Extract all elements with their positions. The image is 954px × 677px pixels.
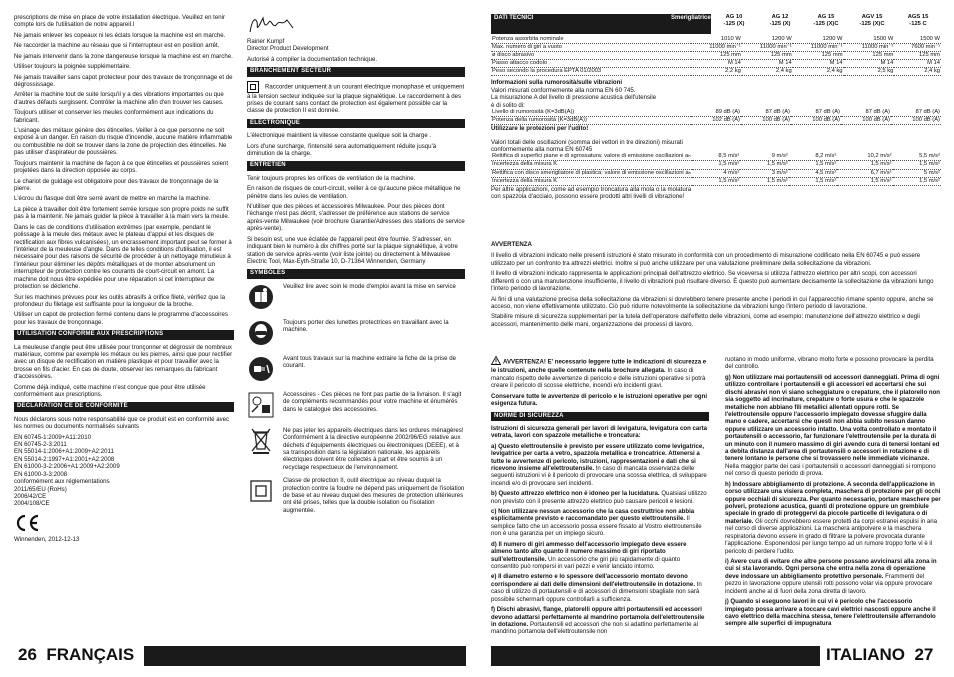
paragraph: Si besoin est, une vue éclatée de l'appareil peut être fournie. S'adresser, en indiquant bien le numéro à dix chiffres porté sur la plaque signalétique, à votre station de service après-vente (voir liste jointe) ou directement à Milwaukee Electric Tool, Max-Eyth-Straße 10, D-71364 Winnenden, Germany <box>247 235 458 265</box>
model-header: AG 10 -125 (X) <box>723 14 745 28</box>
symbols-list <box>247 283 465 515</box>
paragraph: Ne jamais intervenir dans la zone dangereuse lorsque la machine est en marche. <box>14 52 233 60</box>
vibration-table <box>491 153 941 185</box>
signatory-name: Rainer Kumpf <box>247 38 285 45</box>
row-value: 11000 min⁻¹ <box>844 44 895 52</box>
model-header: AG 15 -125 (X)C <box>813 14 839 28</box>
paragraph: Il livello di vibrazioni indicato rappresenta le applicazioni principali dell'attrezzo elettrico. Se viceversa si utilizza l'attrezzo elettrico per altri scopi, con accessori differenti o con una manutenzione insufficiente, il livello di vibrazioni può risultare diverso. È questo può aumentare decisamente la sollecitazione da vibrazioni lungo l'intero periodo di lavorazione. <box>491 270 934 293</box>
text-line: La misurazione A del livello di pressione acustica dell'utensile <box>491 94 657 102</box>
row-value: M 14 <box>844 60 895 68</box>
row-value: 2,4 kg <box>742 68 793 76</box>
row-value: 1,5 m/s² <box>893 177 941 185</box>
row-value: 1,5 m/s² <box>789 177 837 185</box>
safety-item: i) Avere cura di evitare che altre persone possano avvicinarsi alla zona in cui si sta lavorando. Ogni persona che entra nella zona di operazione deve indossare un abbigliamento protettivo personale. Frammenti del pezzo in lavorazione oppure utensili rotti possono volar via oppure provocare incidenti anche al di fuori della zona diretta di lavoro. <box>725 557 937 595</box>
safety-items-b <box>725 374 941 628</box>
standards-list <box>14 434 234 508</box>
row-value: M 14 <box>742 60 793 68</box>
table-row <box>491 169 941 177</box>
paragraph: Le chariot de guidage est obligatoire pour des travaux de tronçonnage de la pierre. <box>14 177 219 193</box>
standard-item: EN 55014-2:1997+A1:2001+A2:2008 <box>14 455 115 463</box>
paragraph: Utiliser un capot de protection fermé contenu dans le programme d'accessoires pour les travaux de tronçonnage. <box>14 311 228 326</box>
row-value: 9 m/s² <box>740 153 788 161</box>
safety-item: g) Non utilizzare mai portautensili od accessori danneggiati. Prima di ogni utilizzo controllare i portautensili e gli accessori ed accertarsi che sui dischi abrasivi non vi siano scheggiature o crepature, che il platorello non sia soggetto ad incrinature, crepature o forte usura e che le spazzole metalliche non abbiano fili metallici allentati oppure rotti. Se l'elettroutensile oppure l'accessorio impiegato dovesse sfuggire dalla mano e cadere, accertarsi che questi non abbia subito nessun danno oppure utilizzare un accessorio intatto. Una volta controllato e montato il portautensili o accessorio, far funzionare l'elettroutensile per la durata di un minuto con il numero massimo di giri avendo cura di tenersi lontani ed a debita distanza dall'area di portautensili o accessori in rotazione e di tenere lontano le persone che si trovassero nelle immediate vicinanze. Nella maggior parte dei casi i portautensili o accessori danneggiati si rompono nel corso di questo periodo di prova. <box>725 373 941 478</box>
right-tech-block <box>491 14 941 239</box>
row-value: 125 mm <box>742 52 793 60</box>
paragraph: N'utiliser que des pièces et accessoires Milwaukee. Pour des pièces dont l'échange n'est pas décrit, s'adresser de préférence aux stations de service après-vente Milwaukee (voir brochure Garantie/Adresses des stations de service après-vente). <box>247 203 465 233</box>
row-label: Livello di rumorosità (K=3dB(A)) <box>491 109 691 117</box>
symbol-row <box>247 427 465 472</box>
paragraph: Sur les machines prévues pour les outils abrasifs à orifice fileté, vérifiez que la profondeur du filetage est suffisante pour la longueur de la broche. <box>14 293 226 308</box>
paragraph: Dans le cas de conditions d'utilisation extrêmes (par exemple, pendant le polissage à la meule des métaux avec le plateau d'appui et les disques de rectification aux fibres vulcanisées), un encrassement important peut se former à l'intérieur de la meuleuse d'angle. Dans de telles conditions d'utilisation, il est nécessaire pour des raisons de sécurité de procéder à un nettoyage minutieux à l'intérieur pour éliminer les dépôts métalliques et de monter absolument un interrupteur de protection contre les courants de court-circuit en amont. La machine doit nous être expédiée pour une réparation si cet interrupteur de protection se déclenche. <box>14 223 232 291</box>
row-value: 1,5 m/s² <box>837 177 892 185</box>
safety-item: a) Questo elettroutensile è previsto per essere utilizzato come levigatrice, levigatrice per carta a vetro, spazzola metallica e troncatrice. Attenersi a tutte le avvertenze di pericolo, istruzioni, rappresentazioni e dati che si ricevono insieme all'elettroutensile. In caso di mancata osservanza delle seguenti istruzioni vi è il pericolo di provocare una scossa elettrica, di sviluppare incendi e/o di provocare seri incidenti. <box>491 442 707 487</box>
row-value: M 14 <box>793 60 844 68</box>
paragraph: Tenir toujours propres les orifices de ventilation de la machine. <box>247 174 416 182</box>
standard-item: 2004/108/CE <box>14 500 50 508</box>
row-value: 8,5 m/s² <box>692 153 740 161</box>
row-value: M 14 <box>894 60 941 68</box>
signatory-title: Director Product Development <box>247 45 329 53</box>
unplug-icon <box>247 355 275 383</box>
row-value: 1200 W <box>793 36 844 44</box>
right-column-a <box>491 356 709 636</box>
symbol-row <box>247 477 465 514</box>
row-value: 5 m/s² <box>893 169 941 177</box>
electronics-paragraphs <box>247 132 465 157</box>
page-number-left: 26 FRANÇAIS <box>18 645 135 664</box>
read-manual-icon <box>247 283 275 311</box>
row-value: 1500 W <box>844 36 895 44</box>
row-label: Incertezza della misura K <box>491 161 692 169</box>
row-value: 4,5 m/s² <box>789 169 837 177</box>
table-row <box>491 52 941 60</box>
vibration-intro <box>491 139 941 154</box>
row-value: 1010 W <box>691 36 742 44</box>
row-value: 11000 min⁻¹ <box>742 44 793 52</box>
row-value: 5,5 m/s² <box>893 153 941 161</box>
model-header: AGV 15 -125 (X)C <box>859 14 885 28</box>
row-label: Peso secondo la procedura EPTA 01/2003 <box>491 68 691 76</box>
paragraph: Utiliser toujours la poignée supplémentaire. <box>14 63 131 71</box>
safety-item: d) Il numero di giri ammesso dell'accessorio impiegato deve essere almeno tanto alto quanto il numero massimo di giri riportato sull'elettroutensile. Un accessorio che giri più rapidamente di quanto consentito può rompersi in vari pezzi e venir lanciato intorno. <box>491 540 687 571</box>
paragraph: Lors d'une surcharge, l'intensité sera automatiquement réduite jusqu'à diminution de la charge. <box>247 142 437 157</box>
standard-item: EN 61000-3-3:2008 <box>14 470 68 478</box>
standard-item: EN 61000-3-2:2006+A1:2009+A2:2009 <box>14 463 120 471</box>
symbol-text: Ne pas jeter les appareils électriques dans les ordures ménagères! Conformément à la directive européenne 2002/96/EG relative aux déchets d'équipements électriques ou électroniques (DEEE), et à sa transposition dans la législation nationale, les appareils électriques doivent être collectés à part et être soumis à un recyclage respectueux de l'environnement. <box>283 426 464 471</box>
row-value: M 14 <box>691 60 742 68</box>
noise-intro <box>491 87 941 109</box>
noise-table <box>491 109 941 125</box>
row-value: 87 dB (A) <box>841 109 891 117</box>
maintenance-paragraphs <box>247 175 465 266</box>
paragraph: Comme déjà indiqué, cette machine n'est conçue que pour être utilisée conformément aux prescriptions. <box>14 383 206 399</box>
row-value: 1,5 m/s² <box>837 161 892 169</box>
symbol-row <box>247 283 465 313</box>
row-value: 2,5 kg <box>844 68 895 76</box>
row-value: 125 mm <box>894 52 941 60</box>
text-line: è di solito di: <box>491 101 525 109</box>
row-value: 100 dB (A) <box>791 117 841 125</box>
table-row <box>491 117 941 125</box>
symbol-row <box>247 319 465 349</box>
warning-triangle-icon <box>491 356 501 367</box>
paragraph: Stabilire misure di sicurezza supplementari per la tutela dell'operatore dall'effetto delle vibrazioni, come ad esempio: manutenzione dell'attrezzo elettrico e degli accessori, mantenimento delle mani, organizzazione dei processi di lavoro. <box>491 313 920 328</box>
standard-item: conformément aux réglementations <box>14 478 110 486</box>
row-value: 11000 min⁻¹ <box>793 44 844 52</box>
table-row <box>491 177 941 185</box>
row-value: 100 dB (A) <box>891 117 941 125</box>
text-line: Valori misurati conformemente alla norma EN 60 745. <box>491 86 636 94</box>
paragraph: Arrêter la machine tout de suite lorsqu'il y a des vibrations importantes ou que d'autres défauts surgissent. Contrôler la machine afin d'en trouver les causes. <box>14 91 224 106</box>
left-column-2 <box>247 14 465 639</box>
symbol-text: Avant tous travaux sur la machine extraire la fiche de la prise de courant. <box>283 354 456 370</box>
section-header-maintenance: ENTRETIEN <box>247 161 465 170</box>
row-value: 87 dB (A) <box>791 109 841 117</box>
table-row <box>491 153 941 161</box>
row-value: 1,5 m/s² <box>692 177 740 185</box>
safety-item: f) Dischi abrasivi, flange, platorelli oppure altri portautensili ed accessori devono adattarsi perfettamente al mandrino portamola dell'elettroutensile in dotazione. Portautensili ed accessori che non si adattino perfettamente al mandrino portamola dell'elettroutensile non <box>491 606 705 636</box>
row-value: 102 dB (A) <box>691 117 741 125</box>
warning-paragraphs <box>491 252 941 328</box>
row-value: 1200 W <box>742 36 793 44</box>
row-value: 1,5 m/s² <box>893 161 941 169</box>
row-value: 2,2 kg <box>691 68 742 76</box>
section-header-safety-it: NORME DI SICUREZZA <box>491 412 709 421</box>
standard-item: 2011/65/EU (RoHs) <box>14 485 67 493</box>
safety-goggles-icon <box>247 319 275 347</box>
paragraph: En raison de risques de court-circuit, veiller à ce qu'aucune pièce métallique ne pénètre dans les ouïes de ventilation. <box>247 185 461 200</box>
paragraph: Ai fini di una valutazione precisa della sollecitazione da vibrazioni si dovrebbero tenere presente anche i periodi in cui l'apparecchio rimane spento oppure, anche se acceso, non viene effettivamente utilizzato. Ciò può ridurre notevolmente la sollecitazione da vibrazioni lungo l'intero periodo di lavorazione. <box>491 295 934 310</box>
row-label: Potenza assorbita nominale <box>491 36 691 44</box>
section-header-mains: BRANCHEMENT SECTEUR <box>247 67 465 76</box>
row-value: 1,5 m/s² <box>692 161 740 169</box>
section-header-symbols: SYMBOLES <box>247 269 465 278</box>
text-line: conformemente alla norma EN 60745 <box>491 145 593 153</box>
right-warning-block <box>491 241 941 351</box>
row-value: 3 m/s² <box>740 169 788 177</box>
row-value: 87 dB (A) <box>891 109 941 117</box>
row-value: 125 mm <box>793 52 844 60</box>
table-row <box>491 68 941 76</box>
tech-data-table <box>491 36 941 76</box>
standard-item: EN 55014-1:2006+A1:2009+A2:2011 <box>14 448 114 456</box>
symbol-text: Veuillez lire avec soin le mode d'emploi avant la mise en service <box>283 282 456 290</box>
model-header: AGS 15 -125 C <box>907 14 929 28</box>
row-value: 125 mm <box>691 52 742 60</box>
paragraph: L'électronique maintient la vitesse constante quelque soit la charge . <box>247 132 432 140</box>
row-value: 6,7 m/s² <box>837 169 892 177</box>
row-value: 1,5 m/s² <box>740 177 788 185</box>
left-column-1 <box>14 14 234 639</box>
row-value: 89 dB (A) <box>691 109 741 117</box>
ce-mark-icon <box>14 514 234 532</box>
row-value: 2,4 kg <box>793 68 844 76</box>
attention-para: AVVERTENZA! E' necessario leggere tutte le indicazioni di sicurezza e le istruzioni, anche quelle contenute nella brochure allegata. In caso di mancato rispetto delle avvertenze di pericolo e delle istruzioni operative si potrà creare il pericolo di scosse elettriche, incendi e/o incidenti gravi. <box>491 356 709 390</box>
row-value: 8,2 m/s² <box>789 153 837 161</box>
paragraph: La pièce à travailler doit être fortement serrée lorsque son propre poids ne suffit pas à la maintenir. Ne jamais guider la pièce à travailler à la main vers la meule. <box>14 205 230 221</box>
paragraph: prescriptions de mise en place de votre installation électrique. Veuillez en tenir compte lors de l'utilisation de notre appareil.l <box>14 14 226 29</box>
mains-text: Raccorder uniquement à un courant électrique monophasé et uniquement à la tension secteur indiquée sur la plaque signalétique. Le raccordement à des prises de courant sans contact de protection est également possible car la classe de protection II est donnée. <box>247 81 465 115</box>
table-row <box>491 60 941 68</box>
row-value: 1,5 m/s² <box>740 161 788 169</box>
warning-title: AVVERTENZA <box>491 241 532 248</box>
row-value: 1500 W <box>894 36 941 44</box>
row-value: 1,5 m/s² <box>789 161 837 169</box>
accessories-icon <box>247 391 275 419</box>
signature-image <box>247 14 465 38</box>
row-label: Rettifica di superfici piane e di sgrossatura: valore di emissione oscillazioni aₕ <box>492 153 691 160</box>
paragraph: Il livello di vibrazioni indicato nelle presenti istruzioni è stato misurato in conformità con un procedimento di misurazione codificato nella EN 60745 e può essere utilizzato per un confronto tra attrezzi elettrici. Inoltre si può anche utilizzare per una valutazione preliminare della sollecitazione da vibrazioni. <box>491 252 921 267</box>
page-number-right: ITALIANO 27 <box>826 645 934 664</box>
authorized-text: Autorisé à compiler la documentation technique. <box>247 55 378 63</box>
paragraph: L'usinage des métaux génère des étincelles. Veiller à ce que personne ne soit exposé à un danger. En raison du risque d'incendie, aucune matière inflammable ou combustible ne doit se trouver dans la zone de projection des étincelles. Ne pas utiliser d'aspirateur de poussières. <box>14 127 233 157</box>
row-value: 125 mm <box>844 52 895 60</box>
text-line: Valori totali delle oscillazioni (somma dei vettori in tre direzioni) misurati <box>491 138 683 146</box>
safety-item: j) Quando si eseguono lavori in cui vi è pericolo che l'accessorio impiegato possa arrivare a toccare cavi elettrici nascosti oppure anche il cavo elettrico della macchina stessa, tenere l'elettroutensile afferrandolo sempre alle superfici di impugnatura <box>725 598 936 628</box>
table-row <box>491 109 941 117</box>
row-label: Max. numero di giri a vuoto <box>491 44 691 52</box>
weee-bin-icon <box>247 427 275 455</box>
row-label: ø disco abrasivo <box>491 52 691 60</box>
paragraph: Ne raccorder la machine au réseau que si l'interrupteur est en position arrêt. <box>14 42 220 50</box>
row-label: Potenza della rumorosità (K=3dB(A)) <box>491 117 691 125</box>
row-label: Rettifica con disco smerigliatore di plastica: valore di emissione oscillazioni aₕ <box>492 169 691 176</box>
symbol-text: Toujours porter des lunettes protectrices en travaillant avec la machine. <box>283 318 449 334</box>
class-ii-icon <box>247 477 275 505</box>
safety-items-a <box>491 443 709 636</box>
symbol-row <box>247 355 465 385</box>
paragraph: Ne jamais enlever les copeaux ni les éclats lorsque la machine est en marche. <box>14 31 226 39</box>
row-value: 2,4 kg <box>894 68 941 76</box>
symbol-text: Classe de protection II, outil électrique au niveau duquel la protection contre la foudre ne dépend pas uniquement de l'isolation de base et au niveau duquel des mesures de protection ultérieures ont été prises, telles que la double isolation ou l'isolation augmentée. <box>283 477 465 514</box>
model-header: AG 12 -125 (X) <box>769 14 791 28</box>
safety-paragraphs-fr <box>14 14 234 326</box>
standard-item: EN 60745-2-3:2011 <box>14 441 67 449</box>
tech-data-header: DATI TECNICI Smerigliatrice AG 10 -125 (X) AG 12 -125 (X) AG 15 -125 (X)C AGV 15 -125 (X)C AGS 15 -125 C <box>491 14 941 34</box>
row-value: 100 dB (A) <box>741 117 791 125</box>
section-header-usage: UTILISATION CONFORME AUX PRESCRIPTIONS <box>14 330 234 339</box>
keep-instructions: Conservare tutte le avvertenze di pericolo e le istruzioni operative per ogni esigenza futura. <box>491 392 708 408</box>
row-value: 10,2 m/s² <box>837 153 892 161</box>
usage-paragraphs <box>14 344 234 399</box>
noise-title: Informazioni sulla rumorosità/sulle vibrazioni <box>491 79 623 87</box>
paragraph: Toujours maintenir la machine de façon à ce que étincelles et poussières soient projetées dans la direction opposée au corps. <box>14 159 229 175</box>
paragraph: Ne jamais travailler sans capot protecteur pour des travaux de tronçonnage et de dégrossissage. <box>14 73 233 88</box>
table-row <box>491 36 941 44</box>
safety-item: h) Indossare abbigliamento di protezione. A seconda dell'applicazione in corso utilizzare una visiera completa, maschera di protezione per gli occhi oppure occhiali di sicurezza. Per quanto necessario, portare maschere per polveri, protezione acustica, guanti di protezione oppure un grembiule speciale in grado di proteggervi da piccole particelle di levigatura o di materiale. Gli occhi dovrebbero essere protetti da corpi estranei espulsi in aria nel corso di diverse applicazioni. La maschera antipolvere e la maschera respiratoria devono essere in grado di filtrare la polvere provocata durante l'applicazione. Esponendosi per lungo tempo ad un rumore troppo forte vi è il pericolo di perdere l'udito. <box>725 480 941 555</box>
place-date: Winnenden, 2012-12-13 <box>14 535 80 543</box>
continued-text: ruotano in modo uniforme, vibrano molto forte e possono provocare la perdita del controllo. <box>725 356 934 371</box>
class-ii-small-icon <box>247 81 259 93</box>
safety-item: e) Il diametro esterno e lo spessore dell'accessorio montato devono corrispondere ai dati delle dimensioni dell'elettroutensile in dotazione. In caso di utilizzo di portautensili e di accessori di dimensioni sbagliate non sarà possibile schermarli oppure controllarli a sufficienza. <box>491 573 702 603</box>
safety-item: b) Questo attrezzo elettrico non è idoneo per la lucidatura. Qualsiasi utilizzo non previsto con il presente attrezzo elettrico può causare pericoli e lesioni. <box>491 490 707 505</box>
table-row <box>491 44 941 52</box>
section-header-declaration: DECLARATION CE DE CONFORMITÉ <box>14 402 234 411</box>
row-value: 87 dB (A) <box>741 109 791 117</box>
ear-protection-note: Utilizzare le protezioni per l'udito! <box>491 125 589 133</box>
symbol-row <box>247 391 465 421</box>
vibration-note: Per altre applicazioni, come ad esempio troncatura alla mola o la molatura con spazzola d'acciaio, possono essere prodotti altri livelli di vibrazione! <box>491 185 692 201</box>
paragraph: La meuleuse d'angle peut être utilisée pour tronçonner et dégrossir de nombreux matériaux, comme par exemple les métaux ou les pierres, ainsi que pour rectifier avec un disque de rectification en matière plastique et pour travailler avec la brosse en fils d'acier. En cas de doute, observer les remarques du fabricant d'accessoires. <box>14 343 233 381</box>
table-row <box>491 161 941 169</box>
row-value: 100 dB (A) <box>841 117 891 125</box>
paragraph: L'écrou du flasque doit être serré avant de mettre en marche la machine. <box>14 195 211 203</box>
safety-item: c) Non utilizzare nessun accessorio che la casa costruttrice non abbia esplicitamente previsto e raccomandato per questo elettroutensile. Il semplice fatto che un accessorio possa essere fissato al Vostro elettroutensile non è una garanzia per un impiego sicuro. <box>491 508 702 538</box>
row-label: Incertezza della misura K <box>491 177 692 185</box>
row-value: 4 m/s² <box>692 169 740 177</box>
row-value: 11000 min⁻¹ <box>691 44 742 52</box>
section-header-electronics: ELECTRONIQUE <box>247 119 465 128</box>
row-label: Passo attacco codolo <box>491 60 691 68</box>
row-value: 7600 min⁻¹ <box>894 44 941 52</box>
right-column-b <box>725 356 941 631</box>
paragraph: Toujours utiliser et conserver les meules conformément aux indications du fabricant. <box>14 109 214 124</box>
declaration-text: Nous déclarons sous notre responsabilité que ce produit est en conformité avec les normes ou documents normalisés suivants <box>14 415 230 431</box>
standard-item: EN 60745-1:2009+A11:2010 <box>14 433 91 441</box>
standard-item: 2006/42/CE <box>14 492 47 500</box>
symbol-text: Accessoires - Ces pièces ne font pas partie de la livraison. Il s'agit de compléments recommandés pour votre machine et énumérés dans le catalogue des accessoires. <box>283 390 462 413</box>
safety-intro-it: Istruzioni di sicurezza generali per lavori di levigatura, levigatura con carta vetrata, lavori con spazzole metalliche e troncatura: <box>491 424 708 440</box>
